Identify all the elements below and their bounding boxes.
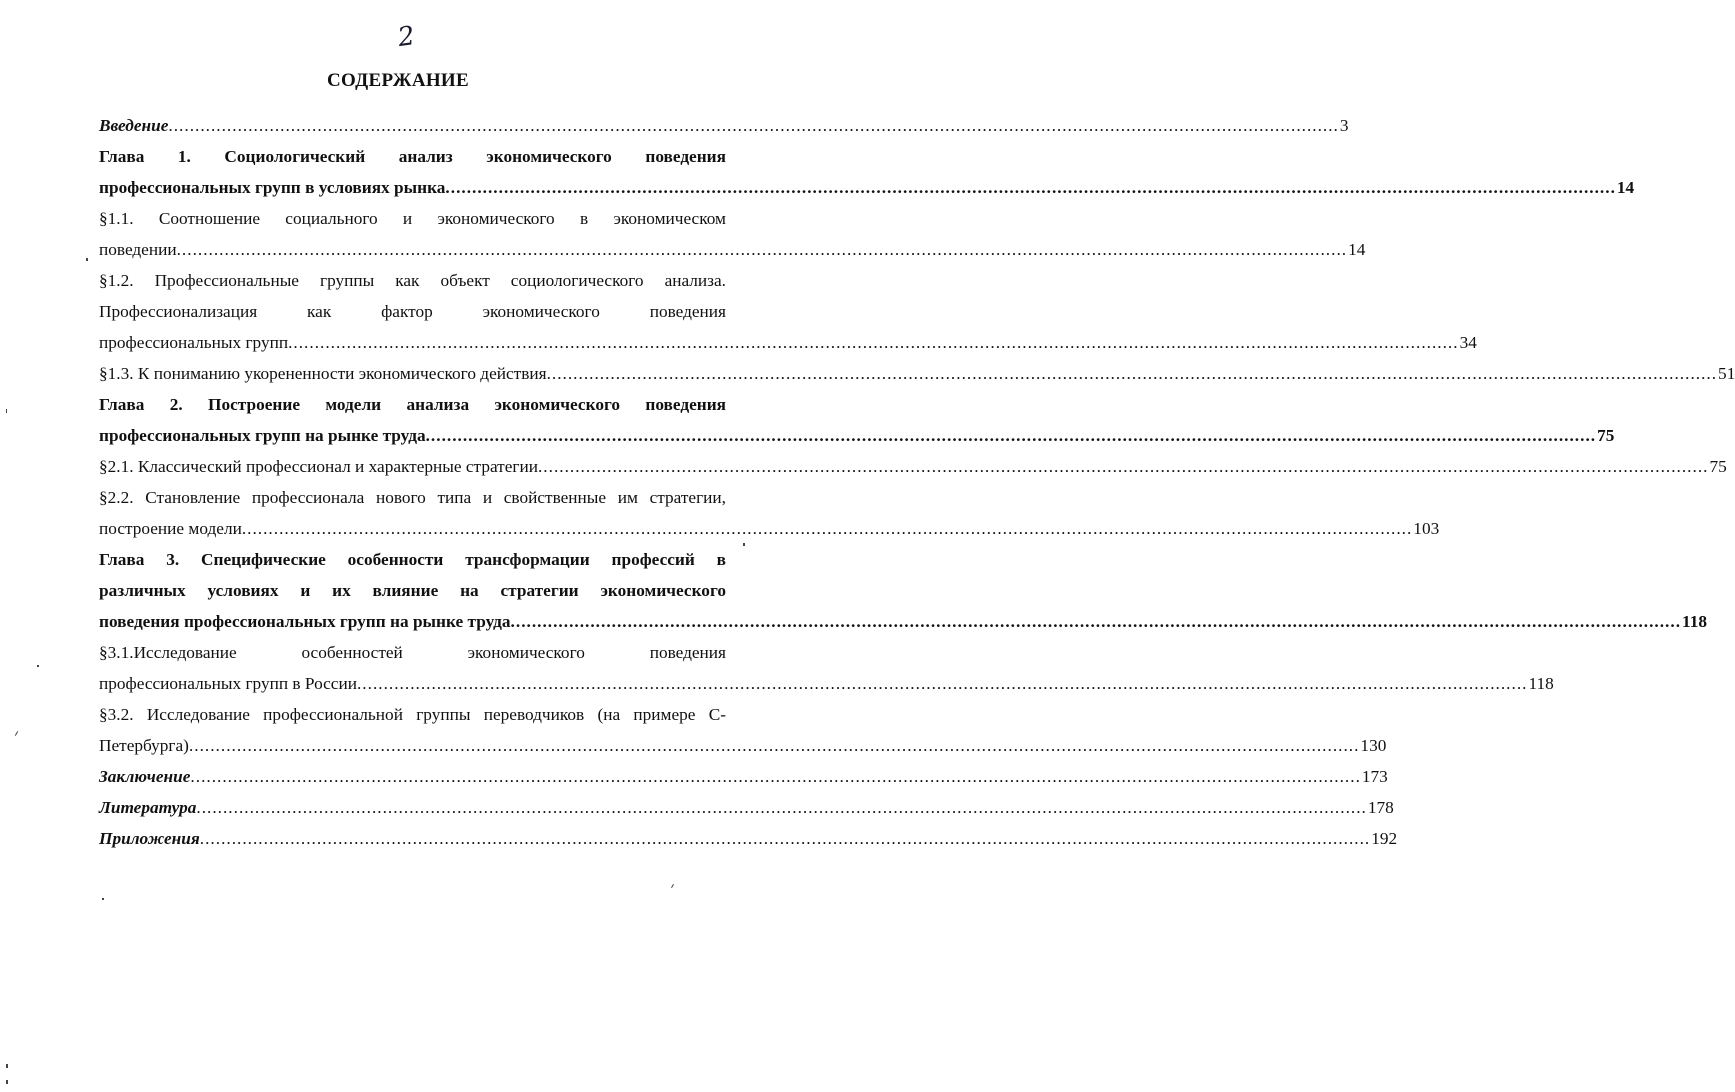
toc-entry-page: 51 xyxy=(1718,364,1735,383)
toc-entry[interactable] xyxy=(99,110,1349,141)
scan-speck xyxy=(6,1064,8,1068)
toc-entry[interactable] xyxy=(99,792,1394,823)
toc-entry-title-line: Глава 3. Специфические особенности трансформации профессий в xyxy=(99,550,726,569)
toc-entry-title-line: §1.1. Соотношение социального и экономического в экономическом xyxy=(99,209,726,228)
toc-entry-title-line: §3.1.Исследование особенностей экономического поведения xyxy=(99,643,726,662)
scan-speck xyxy=(671,884,674,888)
dot-leader: ............................................................................................................................................................................................................................ xyxy=(425,426,1597,445)
dot-leader: ............................................................................................................................................................................................................................ xyxy=(356,674,1528,693)
dot-leader: ............................................................................................................................................................................................................................ xyxy=(241,519,1413,538)
toc-entry-title: Введение xyxy=(99,116,169,135)
toc-entry-title-line: Глава 1. Социологический анализ экономического поведения xyxy=(99,147,726,166)
toc-entry-title: §2.1. Классический профессионал и характерные стратегии xyxy=(99,457,538,476)
toc-entry-title-line: §3.2. Исследование профессиональной группы переводчиков (на примере С- xyxy=(99,705,726,724)
toc-entry-title: Литература xyxy=(99,798,197,817)
dot-leader: ............................................................................................................................................................................................................................ xyxy=(190,767,1361,786)
scan-speck xyxy=(86,258,88,261)
dot-leader: ............................................................................................................................................................................................................................ xyxy=(510,612,1682,631)
scan-speck xyxy=(6,1080,8,1084)
toc-entry-title: профессиональных групп на рынке труда xyxy=(99,426,426,445)
toc-entry-page: 118 xyxy=(1682,612,1707,631)
dot-leader: ............................................................................................................................................................................................................................ xyxy=(196,798,1367,817)
toc-entry-title: профессиональных групп в России xyxy=(99,674,357,693)
toc-entry[interactable] xyxy=(99,823,1398,854)
toc-entry-title: Приложения xyxy=(99,829,200,848)
scan-speck xyxy=(37,665,39,667)
toc-entry[interactable] xyxy=(99,637,1554,699)
toc-entry-title-line: §1.2. Профессиональные группы как объект социологического анализа. xyxy=(99,271,726,290)
toc-entry-page: 130 xyxy=(1360,736,1387,755)
toc-entry-title-line: Глава 2. Построение модели анализа экономического поведения xyxy=(99,395,726,414)
scan-speck xyxy=(102,898,104,900)
dot-leader: ............................................................................................................................................................................................................................ xyxy=(537,457,1709,476)
handwritten-page-number: 2 xyxy=(395,20,417,54)
toc-entry-page: 14 xyxy=(1616,178,1635,197)
dot-leader: ............................................................................................................................................................................................................................ xyxy=(546,364,1718,383)
toc-entry-page: 3 xyxy=(1339,116,1349,135)
toc-entry[interactable] xyxy=(99,699,1387,761)
toc-entry[interactable] xyxy=(99,265,1477,358)
toc-entry-title: §1.3. К пониманию укорененности экономического действия xyxy=(99,364,547,383)
toc-entry[interactable] xyxy=(99,358,1735,389)
toc-entry-page: 75 xyxy=(1709,457,1727,476)
toc-entry-title: поведении xyxy=(99,240,177,259)
toc-entry-title-line: различных условиях и их влияние на стратегии экономического xyxy=(99,581,726,600)
dot-leader: ............................................................................................................................................................................................................................ xyxy=(199,829,1371,848)
toc-entry-title-line: §2.2. Становление профессионала нового типа и свойственные им стратегии, xyxy=(99,488,726,507)
toc-entry[interactable] xyxy=(99,141,1635,203)
toc-entry-title: поведения профессиональных групп на рынке труда xyxy=(99,612,511,631)
table-of-contents xyxy=(99,110,1735,854)
toc-entry-title: профессиональных групп xyxy=(99,333,289,352)
scan-speck xyxy=(15,731,18,736)
scan-speck xyxy=(6,409,7,413)
toc-entry-page: 192 xyxy=(1371,829,1398,848)
toc-entry[interactable] xyxy=(99,761,1388,792)
toc-entry-page: 178 xyxy=(1367,798,1394,817)
page-title: СОДЕРЖАНИЕ xyxy=(327,70,469,91)
toc-entry-title: Заключение xyxy=(99,767,191,786)
dot-leader: ............................................................................................................................................................................................................................ xyxy=(445,178,1616,197)
toc-entry-page: 173 xyxy=(1361,767,1388,786)
toc-entry[interactable] xyxy=(99,389,1615,451)
toc-entry-page: 118 xyxy=(1528,674,1554,693)
toc-entry[interactable] xyxy=(99,451,1727,482)
toc-entry[interactable] xyxy=(99,203,1366,265)
toc-entry-title: Петербурга) xyxy=(99,736,189,755)
toc-entry[interactable] xyxy=(99,482,1440,544)
toc-entry-title: построение модели xyxy=(99,519,242,538)
scan-speck xyxy=(743,543,745,546)
toc-entry-page: 34 xyxy=(1459,333,1477,352)
toc-entry[interactable] xyxy=(99,544,1707,637)
dot-leader: ............................................................................................................................................................................................................................ xyxy=(288,333,1459,352)
dot-leader: ............................................................................................................................................................................................................................ xyxy=(188,736,1360,755)
toc-entry-title: профессиональных групп в условиях рынка xyxy=(99,178,446,197)
dot-leader: ............................................................................................................................................................................................................................ xyxy=(176,240,1348,259)
toc-entry-page: 103 xyxy=(1413,519,1440,538)
toc-entry-page: 14 xyxy=(1348,240,1366,259)
dot-leader: ............................................................................................................................................................................................................................ xyxy=(168,116,1339,135)
toc-entry-page: 75 xyxy=(1597,426,1615,445)
toc-entry-title-line: Профессионализация как фактор экономического поведения xyxy=(99,302,726,321)
